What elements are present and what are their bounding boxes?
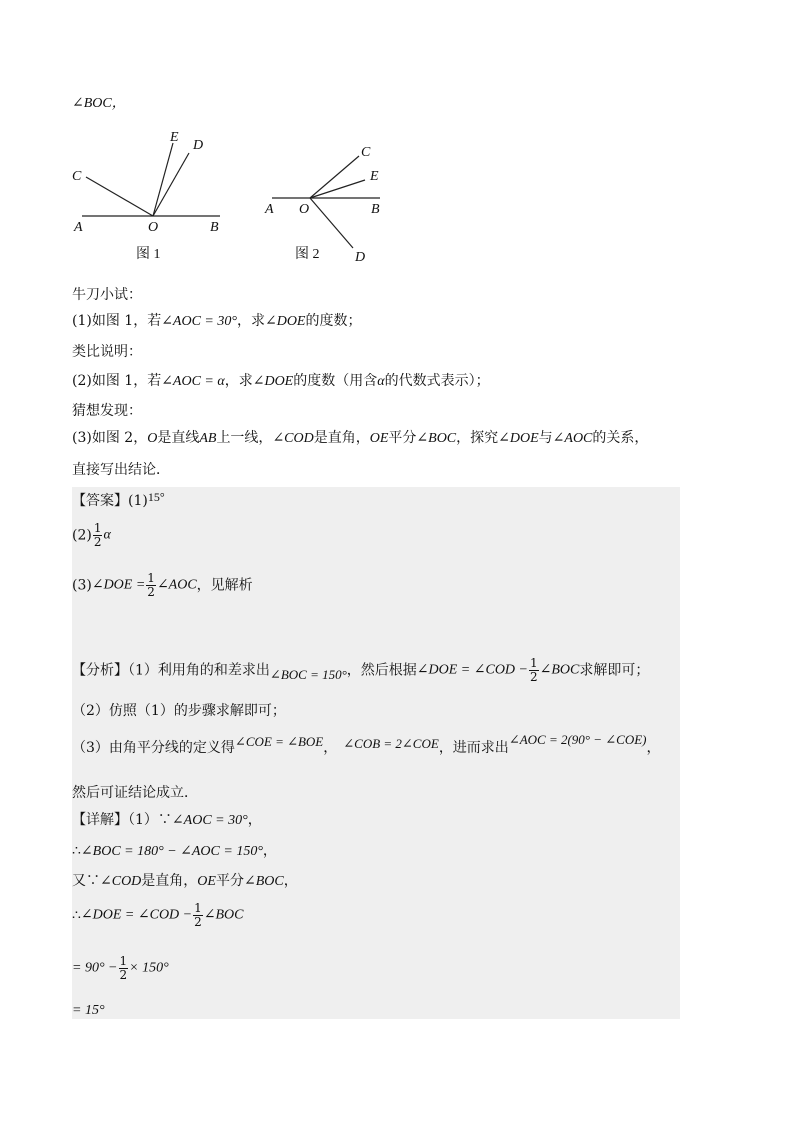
detail-text: ， [262, 843, 277, 859]
section-heading-2: 类比说明： [72, 344, 142, 360]
fraction-half [529, 657, 539, 684]
question-2 [72, 371, 490, 392]
q3-aoc: ∠AOC [552, 431, 593, 446]
label-o: O [299, 202, 310, 217]
detail-text: 是直角， [141, 873, 198, 889]
q3-part: 是直角， [313, 430, 370, 446]
detail-text: 又∵ [72, 873, 100, 889]
detail-line-2 [72, 841, 277, 862]
analysis-eq: ∠BOC = 150° [269, 666, 347, 682]
numerator: 1 [93, 521, 102, 535]
q2-suffix-b: 的代数式表示）； [384, 373, 490, 389]
ray-oe [153, 143, 173, 216]
analysis-eq: ∠DOE = ∠COD − [416, 662, 528, 678]
denominator: 2 [147, 585, 155, 599]
analysis-eq: ∠AOC = 2(90° − ∠COE) [508, 732, 647, 747]
detail-line-3 [72, 871, 298, 892]
fraction-half [193, 902, 203, 929]
q1-prefix: (1)如图 1，若 [72, 313, 162, 329]
label-b: B [371, 202, 380, 217]
detail-text: ∴ [72, 843, 81, 859]
ray-od [153, 153, 189, 216]
label-b: B [210, 220, 219, 235]
analysis-eq: ∠COE = ∠BOE [234, 734, 324, 749]
q1-condition: ∠AOC = 30° [161, 314, 237, 329]
detail-eq: OE [197, 874, 216, 889]
label-e: E [170, 130, 179, 145]
detail-text: ， [283, 873, 298, 889]
q3-o: O [147, 431, 158, 446]
q3-part: 是直线 [157, 430, 200, 446]
q3-part: 的关系， [592, 430, 649, 446]
answer-3-suffix: ，见解析 [196, 577, 253, 594]
q3-part: ，探究 [456, 430, 499, 446]
detail-line-6 [72, 1000, 105, 1021]
fraction-half [119, 955, 129, 982]
label-e: E [370, 169, 379, 184]
analysis-text: （3）由角平分线的定义得 [72, 740, 235, 756]
ray-oe [310, 180, 365, 198]
answer-2-var: α [103, 527, 111, 543]
detail-text: ∴ [72, 907, 81, 924]
numerator: 1 [194, 901, 202, 915]
q2-alpha: α [377, 374, 385, 389]
answer-1-value: 15° [147, 490, 165, 504]
answer-label: 【答案】 [72, 493, 128, 509]
angle-boc-text: ∠BOC， [72, 96, 126, 111]
detail-eq: ∠BOC [243, 874, 284, 889]
fraction-half [146, 572, 156, 599]
detail-text: ， [247, 812, 262, 828]
analysis-text: （1）利用角的和差求出 [128, 662, 270, 679]
detail-eq: ∠COD [100, 874, 142, 889]
q3-ab: AB [199, 431, 217, 446]
question-1 [72, 311, 362, 332]
detail-line-5 [72, 955, 169, 982]
denominator: 2 [529, 670, 538, 684]
q3-part: 平分 [388, 430, 417, 446]
detail-eq: = 15° [72, 1003, 105, 1018]
q1-suffix: 的度数； [305, 313, 362, 329]
analysis-text: ， [323, 740, 338, 756]
detail-label: 【详解】 [72, 812, 128, 828]
detail-eq: ∠BOC [203, 907, 244, 923]
q2-target: ∠DOE [252, 374, 294, 389]
figure-1-caption: 图 1 [136, 247, 161, 262]
analysis-line-3 [72, 732, 661, 758]
analysis-text: ，进而求出 [438, 740, 509, 756]
top-fragment [72, 93, 126, 114]
detail-text: （1）∵ [128, 812, 172, 828]
answer-3-left: ∠DOE = [91, 577, 146, 593]
q3-boc: ∠BOC [416, 431, 457, 446]
q3-oe: OE [369, 431, 389, 446]
ray-oc [86, 177, 153, 216]
analysis-text: ， [646, 740, 661, 756]
numerator: 1 [529, 656, 538, 670]
q2-mid: ，求 [224, 373, 253, 389]
q3-doe: ∠DOE [498, 431, 539, 446]
analysis-eq: ∠BOC [539, 662, 580, 678]
label-d: D [193, 138, 204, 153]
analysis-label: 【分析】 [72, 662, 128, 679]
detail-eq: ∠AOC = 30° [171, 813, 248, 828]
detail-eq: ∠DOE = ∠COD − [80, 907, 193, 923]
q3-cod: ∠COD [272, 431, 314, 446]
answer-3-right: ∠AOC [156, 577, 197, 593]
label-d: D [355, 250, 366, 265]
analysis-text: 求解即可； [579, 662, 650, 679]
fraction-half [93, 522, 103, 549]
label-c: C [72, 169, 82, 184]
answer-2-prefix: (2) [72, 527, 92, 544]
detail-line-4 [72, 902, 243, 929]
section-heading-1: 牛刀小试： [72, 287, 142, 303]
detail-text: 平分 [215, 873, 244, 889]
q2-suffix-a: 的度数（用含 [293, 373, 378, 389]
denominator: 2 [119, 968, 128, 982]
detail-eq: × 150° [129, 960, 169, 976]
analysis-line-4: 然后可证结论成立． [72, 785, 198, 801]
answer-line-2 [72, 522, 111, 549]
q2-prefix: (2)如图 1，若 [72, 373, 162, 389]
q3-part: (3)如图 2， [72, 430, 148, 446]
label-c: C [361, 145, 371, 160]
analysis-eq: ∠COB = 2∠COE [343, 736, 439, 751]
answer-line-1 [72, 491, 165, 511]
figure-1 [60, 125, 240, 265]
q1-mid: ，求 [236, 313, 265, 329]
analysis-line-1 [72, 657, 649, 684]
label-a: A [265, 202, 274, 217]
figure-2 [255, 140, 395, 270]
ray-oc [310, 156, 359, 198]
detail-eq: ∠BOC = 180° − ∠AOC = 150° [80, 844, 263, 859]
q3-part: 上一线， [216, 430, 273, 446]
answer-line-3 [72, 572, 253, 599]
figure-2-caption: 图 2 [295, 247, 320, 262]
label-o: O [148, 220, 159, 235]
question-3-line-2: 直接写出结论． [72, 462, 170, 478]
q3-part: 与 [538, 430, 553, 446]
answer-1-prefix: (1) [128, 493, 148, 509]
label-a: A [74, 220, 83, 235]
analysis-text: ，然后根据 [346, 662, 417, 679]
analysis-line-2: （2）仿照（1）的步骤求解即可； [72, 703, 286, 719]
numerator: 1 [147, 571, 155, 585]
numerator: 1 [119, 954, 128, 968]
answer-3-prefix: (3) [72, 577, 92, 594]
denominator: 2 [194, 915, 202, 929]
q2-condition: ∠AOC = α [161, 374, 225, 389]
section-heading-3: 猜想发现： [72, 403, 142, 419]
question-3 [72, 428, 648, 449]
detail-line-1 [72, 810, 262, 831]
detail-eq: = 90° − [72, 960, 118, 976]
ray-od [310, 198, 353, 248]
q1-target: ∠DOE [264, 314, 306, 329]
denominator: 2 [93, 535, 102, 549]
